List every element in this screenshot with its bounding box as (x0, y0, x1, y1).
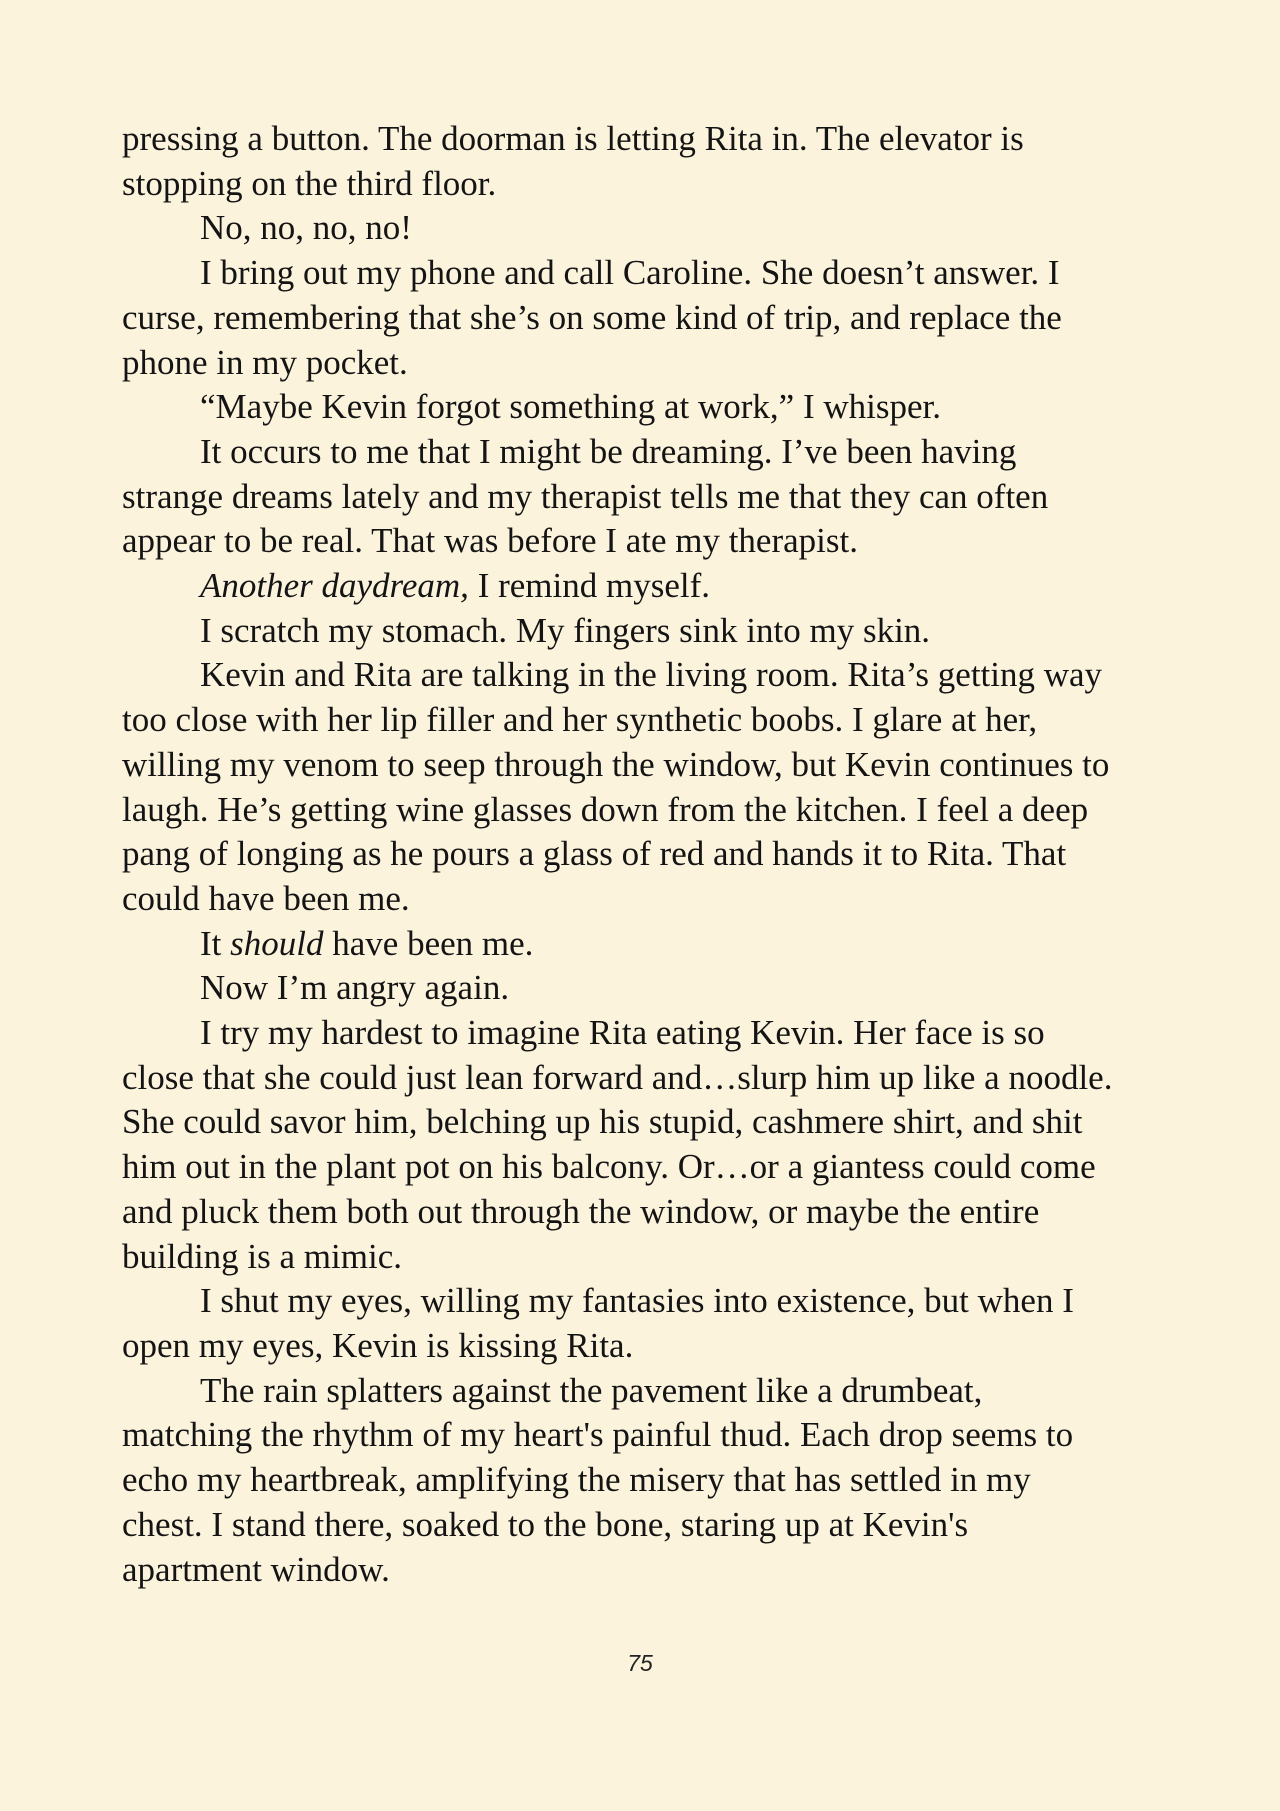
paragraph (122, 922, 1172, 967)
text-segment: Kevin and Rita are talking in the living room. Rita’s getting way (200, 655, 1103, 695)
text-segment: I shut my eyes, willing my fantasies into existence, but when I (200, 1281, 1074, 1321)
text-line (122, 1413, 1172, 1458)
text-line (122, 1279, 1172, 1324)
text-segment: and pluck them both out through the window, or maybe the entire (122, 1191, 1040, 1231)
text-segment: The rain splatters against the pavement like a drumbeat, (200, 1370, 983, 1410)
text-line (122, 1503, 1172, 1548)
text-segment: appear to be real. That was before I ate my therapist. (122, 521, 858, 561)
text-segment: chest. I stand there, soaked to the bone, staring up at Kevin's (122, 1504, 969, 1544)
text-line (122, 1056, 1172, 1101)
paragraph (122, 206, 1172, 251)
text-segment: She could savor him, belching up his stupid, cashmere shirt, and shit (122, 1102, 1083, 1142)
paragraph (122, 1369, 1172, 1593)
paragraph (122, 385, 1172, 430)
text-segment: could have been me. (122, 878, 410, 918)
text-segment: I bring out my phone and call Caroline. She doesn’t answer. I (200, 253, 1060, 293)
text-segment: pressing a button. The doorman is letting Rita in. The elevator is (122, 119, 1024, 158)
text-line (122, 162, 1172, 207)
text-line (122, 653, 1172, 698)
paragraph (122, 966, 1172, 1011)
text-line (122, 1011, 1172, 1056)
paragraph (122, 1011, 1172, 1279)
text-line (122, 609, 1172, 654)
text-line (122, 296, 1172, 341)
text-segment: curse, remembering that she’s on some kind of trip, and replace the (122, 297, 1062, 337)
paragraph (122, 653, 1172, 921)
text-segment: willing my venom to seep through the window, but Kevin continues to (122, 744, 1110, 784)
italic-text: Another daydream, (200, 566, 469, 606)
text-segment: building is a mimic. (122, 1236, 402, 1276)
text-line (122, 1369, 1172, 1414)
paragraph (122, 1279, 1172, 1368)
text-segment: stopping on the third floor. (122, 163, 497, 203)
text-line (122, 966, 1172, 1011)
text-segment: strange dreams lately and my therapist tells me that they can often (122, 476, 1049, 516)
text-segment: laugh. He’s getting wine glasses down from the kitchen. I feel a deep (122, 789, 1089, 829)
text-line (122, 206, 1172, 251)
italic-text: should (230, 923, 324, 963)
text-segment: have been me. (323, 923, 534, 963)
text-line (122, 564, 1172, 609)
text-segment: It (200, 923, 231, 963)
text-line (122, 788, 1172, 833)
text-segment: No, no, no, no! (200, 208, 412, 248)
text-line (122, 251, 1172, 296)
text-segment: close that she could just lean forward and…slurp him up like a noodle. (122, 1057, 1113, 1097)
body-text (122, 117, 1172, 1592)
text-segment: him out in the plant pot on his balcony. Or…or a giantess could come (122, 1147, 1096, 1187)
text-line (122, 877, 1172, 922)
text-segment: apartment window. (122, 1549, 390, 1589)
text-segment: phone in my pocket. (122, 342, 408, 382)
text-line (122, 1235, 1172, 1280)
paragraph (122, 564, 1172, 609)
text-line (122, 1458, 1172, 1503)
text-line (122, 832, 1172, 877)
text-line (122, 519, 1172, 564)
text-line (122, 341, 1172, 386)
text-line (122, 1145, 1172, 1190)
text-segment: I scratch my stomach. My fingers sink into my skin. (200, 610, 931, 650)
text-segment: echo my heartbreak, amplifying the misery that has settled in my (122, 1460, 1031, 1500)
text-line (122, 1548, 1172, 1593)
text-line (122, 1190, 1172, 1235)
text-line (122, 698, 1172, 743)
text-segment: Now I’m angry again. (200, 968, 510, 1008)
text-segment: I remind myself. (468, 566, 710, 606)
text-line (122, 922, 1172, 967)
text-segment: pang of longing as he pours a glass of red and hands it to Rita. That (122, 834, 1067, 874)
text-segment: I try my hardest to imagine Rita eating Kevin. Her face is so (200, 1013, 1045, 1053)
text-segment: too close with her lip filler and her synthetic boobs. I glare at her, (122, 700, 1038, 740)
text-line (122, 1324, 1172, 1369)
text-line (122, 385, 1172, 430)
paragraph (122, 609, 1172, 654)
paragraph (122, 430, 1172, 564)
text-segment: matching the rhythm of my heart's painful thud. Each drop seems to (122, 1415, 1074, 1455)
paragraph (122, 251, 1172, 385)
page-number: 75 (627, 1650, 653, 1676)
text-line (122, 1100, 1172, 1145)
text-line (122, 475, 1172, 520)
paragraph (122, 117, 1172, 206)
text-segment: open my eyes, Kevin is kissing Rita. (122, 1325, 634, 1365)
text-line (122, 117, 1172, 162)
text-line (122, 430, 1172, 475)
text-line (122, 743, 1172, 788)
text-segment: “Maybe Kevin forgot something at work,” I whisper. (200, 387, 941, 427)
text-segment: It occurs to me that I might be dreaming. I’ve been having (200, 431, 1017, 471)
